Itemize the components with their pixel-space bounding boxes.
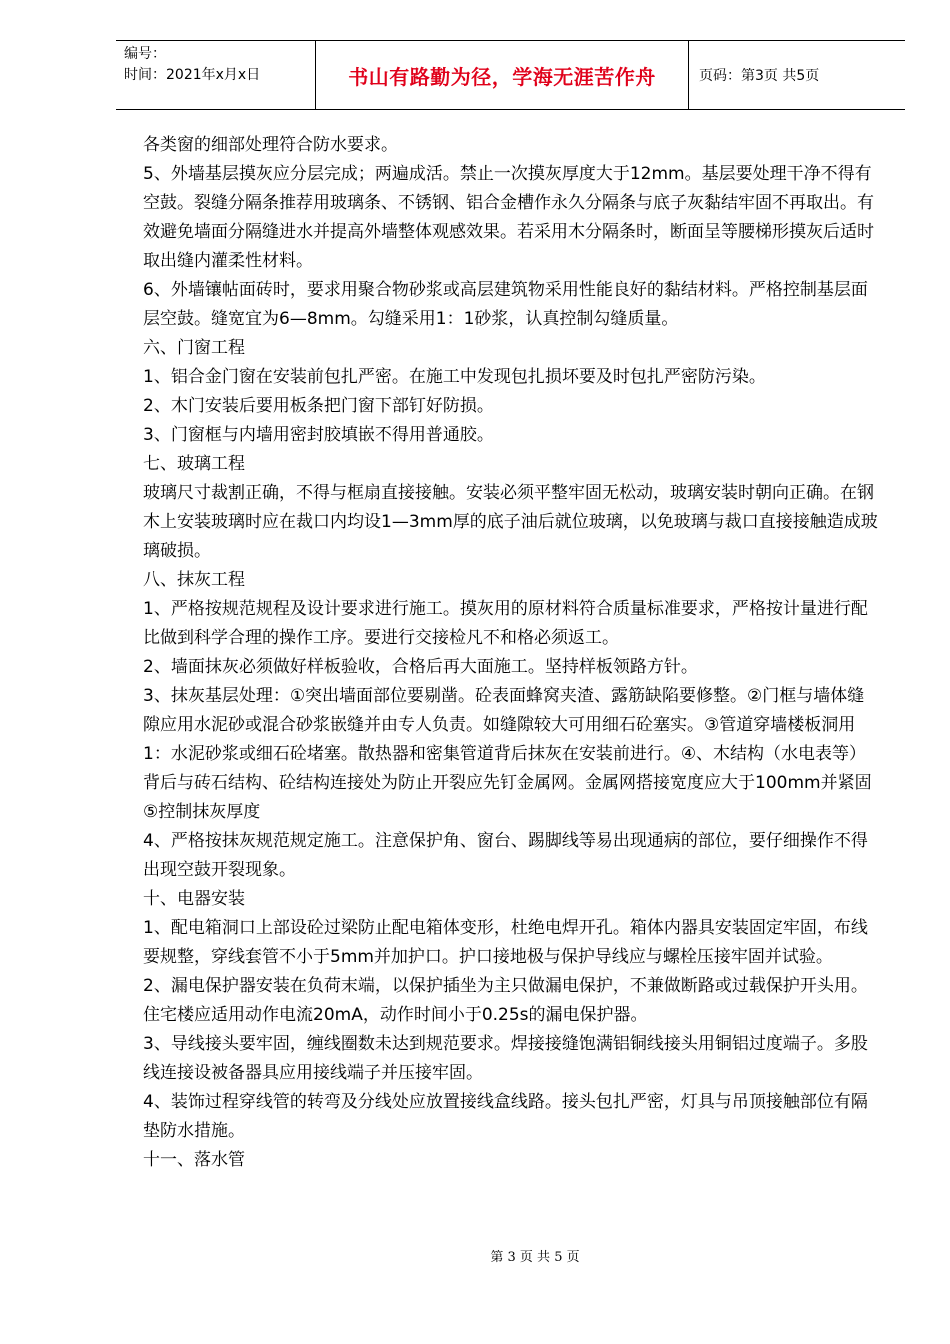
paragraph: 4、严格按抹灰规范规定施工。注意保护角、窗台、踢脚线等易出现通病的部位，要仔细操作不得出现空鼓开裂现象。	[143, 831, 868, 880]
paragraph: 3、导线接头要牢固，缠线圈数未达到规范要求。焊接接缝饱满铝铜线接头用铜铝过度端子。多股线连接设被备器具应用接线端子并压接牢固。	[143, 1034, 868, 1083]
paragraph: 1、严格按规范规程及设计要求进行施工。摸灰用的原材料符合质量标准要求，严格按计量进行配比做到科学合理的操作工序。要进行交接检凡不和格必须返工。	[143, 599, 868, 648]
paragraph: 5、外墙基层摸灰应分层完成；两遍成活。禁止一次摸灰厚度大于12mm。基层要处理干净不得有空鼓。裂缝分隔条推荐用玻璃条、不锈钢、铝合金槽作永久分隔条与底子灰黏结牢固不再取出。有效避免墙面分隔缝进水并提高外墙整体观感效果。若采用木分隔条时，断面呈等腰梯形摸灰后适时取出缝内灌柔性材料。	[143, 164, 874, 271]
paragraph: 2、漏电保护器安装在负荷末端，以保护插坐为主只做漏电保护，不兼做断路或过载保护开头用。住宅楼应适用动作电流20mA，动作时间小于0.25s的漏电保护器。	[143, 976, 868, 1025]
section-heading: 十、电器安装	[143, 889, 245, 909]
paragraph: 3、门窗框与内墙用密封胶填嵌不得用普通胶。	[143, 425, 494, 445]
header-motto-cell	[316, 41, 689, 109]
paragraph: 玻璃尺寸裁割正确，不得与框扇直接接触。安装必须平整牢固无松动，玻璃安装时朝向正确。在钢木上安装玻璃时应在裁口内均设1—3mm厚的底子油后就位玻璃，以免玻璃与裁口直接接触造成玻	[143, 483, 878, 532]
section-heading: 七、玻璃工程	[143, 454, 245, 474]
paragraph: 6、外墙镶帖面砖时，要求用聚合物砂浆或高层建筑物采用性能良好的黏结材料。严格控制基层面层空鼓。缝宽宜为6—8mm。勾缝采用1：1砂浆，认真控制勾缝质量。	[143, 280, 868, 329]
section-heading: 十一、落水管	[143, 1150, 245, 1170]
paragraph: 4、装饰过程穿线管的转弯及分线处应放置接线盒线路。接头包扎严密，灯具与吊顶接触部位有隔垫防水措施。	[143, 1092, 868, 1141]
page-header	[116, 40, 905, 110]
paragraph: 2、墙面抹灰必须做好样板验收，合格后再大面施工。坚持样板领路方针。	[143, 657, 698, 677]
header-page-number: 页码：第3页 共5页	[699, 68, 820, 84]
header-motto: 书山有路勤为径，学海无涯苦作舟	[348, 64, 656, 89]
paragraph: 1、铝合金门窗在安装前包扎严密。在施工中发现包扎损坏要及时包扎严密防污染。	[143, 367, 766, 387]
paragraph: 璃破损。	[143, 541, 211, 561]
document-number: 编号：	[124, 46, 166, 62]
section-heading: 六、门窗工程	[143, 338, 245, 358]
page-footer: 第 3 页 共 5 页	[490, 1250, 580, 1265]
paragraph: 2、木门安装后要用板条把门窗下部钉好防损。	[143, 396, 494, 416]
section-heading: 八、抹灰工程	[143, 570, 245, 590]
paragraph: 各类窗的细部处理符合防水要求。	[143, 135, 398, 155]
header-meta	[116, 41, 316, 109]
paragraph: 1、配电箱洞口上部设砼过梁防止配电箱体变形，杜绝电焊开孔。箱体内器具安装固定牢固，布线要规整，穿线套管不小于5mm并加护口。护口接地极与保护导线应与螺栓压接牢固并试验。	[143, 918, 868, 967]
document-time: 时间：2021年x月x日	[124, 67, 261, 83]
paragraph: 3、抹灰基层处理：①突出墙面部位要剔凿。砼表面蜂窝夹渣、露筋缺陷要修整。②门框与墙体缝隙应用水泥砂或混合砂浆嵌缝并由专人负责。如缝隙较大可用细石砼塞实。③管道穿墙楼板洞用1：水泥砂浆或细石砼堵塞。散热器和密集管道背后抹灰在安装前进行。④、木结构（水电表等）背后与砖石结构、砼结构连接处为防止开裂应先钉金属网。金属网搭接宽度应大于100mm并紧固⑤控制抹灰厚度	[143, 686, 872, 822]
document-body	[143, 131, 881, 1175]
header-page-cell	[689, 41, 905, 109]
